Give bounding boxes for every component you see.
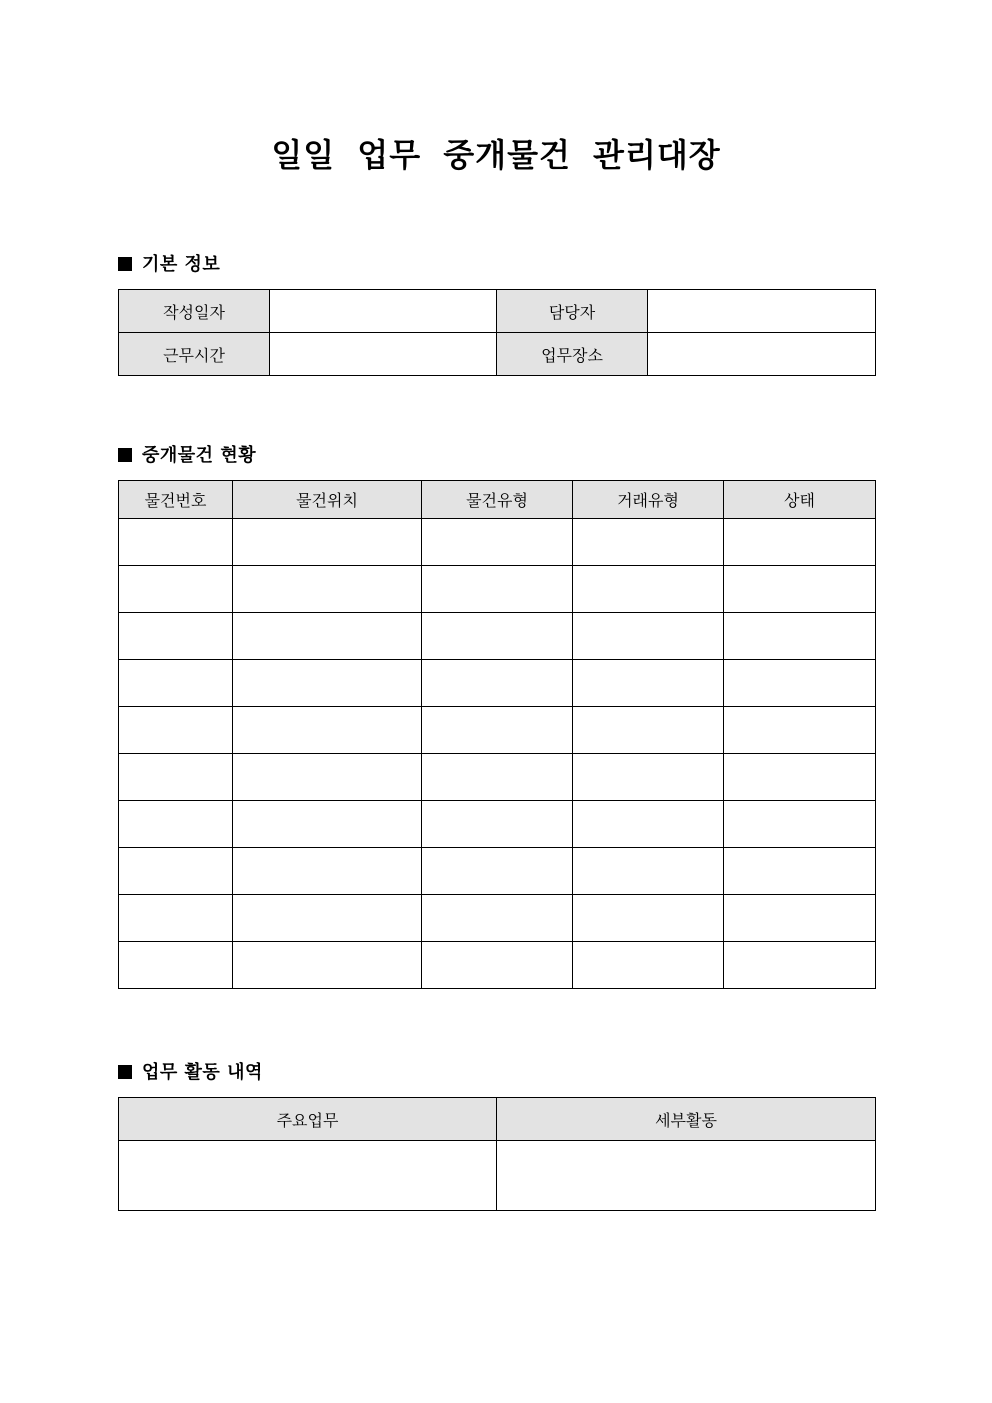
section-heading-label: 중개물건 현황 — [142, 445, 257, 466]
column-header-listing-type: 물건유형 — [422, 481, 573, 519]
table-row — [119, 660, 876, 707]
column-header-listing-location: 물건위치 — [233, 481, 422, 519]
activity-table — [118, 1097, 876, 1211]
listing-number-cell[interactable] — [119, 660, 233, 707]
page-title: 일일 업무 중개물건 관리대장 — [271, 136, 721, 174]
listing-location-cell[interactable] — [233, 519, 422, 566]
listing-location-cell[interactable] — [233, 801, 422, 848]
listing-number-cell[interactable] — [119, 519, 233, 566]
deal-type-cell[interactable] — [573, 895, 724, 942]
written-date-label: 작성일자 — [119, 290, 270, 333]
listing-type-cell[interactable] — [422, 519, 573, 566]
listing-location-cell[interactable] — [233, 848, 422, 895]
listing-type-cell[interactable] — [422, 895, 573, 942]
table-row — [119, 707, 876, 754]
listing-number-cell[interactable] — [119, 848, 233, 895]
work-place-field[interactable] — [648, 333, 876, 376]
listing-table — [118, 480, 876, 989]
basic-info-table — [118, 289, 876, 376]
section-heading-activities — [118, 1061, 263, 1085]
listing-number-cell[interactable] — [119, 613, 233, 660]
listing-location-cell[interactable] — [233, 754, 422, 801]
work-hours-label: 근무시간 — [119, 333, 270, 376]
deal-type-cell[interactable] — [573, 566, 724, 613]
table-row — [119, 519, 876, 566]
column-header-status: 상태 — [724, 481, 876, 519]
status-cell[interactable] — [724, 942, 876, 989]
status-cell[interactable] — [724, 848, 876, 895]
listing-location-cell[interactable] — [233, 566, 422, 613]
status-cell[interactable] — [724, 754, 876, 801]
deal-type-cell[interactable] — [573, 660, 724, 707]
table-row — [119, 801, 876, 848]
deal-type-cell[interactable] — [573, 848, 724, 895]
table-row — [119, 333, 876, 376]
table-row — [119, 1141, 876, 1211]
written-date-field[interactable] — [270, 290, 497, 333]
deal-type-cell[interactable] — [573, 801, 724, 848]
status-cell[interactable] — [724, 566, 876, 613]
listing-location-cell[interactable] — [233, 660, 422, 707]
listing-type-cell[interactable] — [422, 754, 573, 801]
status-cell[interactable] — [724, 660, 876, 707]
listing-location-cell[interactable] — [233, 707, 422, 754]
listing-type-cell[interactable] — [422, 566, 573, 613]
listing-number-cell[interactable] — [119, 895, 233, 942]
table-header-row — [119, 481, 876, 519]
table-row — [119, 613, 876, 660]
section-heading-basic-info — [118, 253, 220, 277]
section-heading-label: 기본 정보 — [142, 254, 221, 275]
deal-type-cell[interactable] — [573, 613, 724, 660]
listing-location-cell[interactable] — [233, 942, 422, 989]
column-header-listing-number: 물건번호 — [119, 481, 233, 519]
section-heading-listings — [118, 444, 256, 468]
main-tasks-cell[interactable] — [119, 1141, 497, 1211]
listing-number-cell[interactable] — [119, 942, 233, 989]
deal-type-cell[interactable] — [573, 942, 724, 989]
listing-number-cell[interactable] — [119, 801, 233, 848]
detailed-activities-cell[interactable] — [497, 1141, 876, 1211]
listing-type-cell[interactable] — [422, 942, 573, 989]
status-cell[interactable] — [724, 895, 876, 942]
section-heading-label: 업무 활동 내역 — [142, 1062, 263, 1083]
table-row — [119, 754, 876, 801]
listing-number-cell[interactable] — [119, 754, 233, 801]
deal-type-cell[interactable] — [573, 754, 724, 801]
deal-type-cell[interactable] — [573, 519, 724, 566]
square-bullet-icon — [118, 257, 132, 271]
status-cell[interactable] — [724, 801, 876, 848]
square-bullet-icon — [118, 1065, 132, 1079]
listing-location-cell[interactable] — [233, 613, 422, 660]
table-row — [119, 290, 876, 333]
listing-type-cell[interactable] — [422, 660, 573, 707]
table-row — [119, 848, 876, 895]
deal-type-cell[interactable] — [573, 707, 724, 754]
status-cell[interactable] — [724, 519, 876, 566]
column-header-detailed-activities: 세부활동 — [497, 1098, 876, 1141]
listing-location-cell[interactable] — [233, 895, 422, 942]
table-row — [119, 566, 876, 613]
status-cell[interactable] — [724, 613, 876, 660]
manager-field[interactable] — [648, 290, 876, 333]
table-row — [119, 942, 876, 989]
table-row — [119, 895, 876, 942]
listing-number-cell[interactable] — [119, 707, 233, 754]
status-cell[interactable] — [724, 707, 876, 754]
table-header-row — [119, 1098, 876, 1141]
work-hours-field[interactable] — [270, 333, 497, 376]
listing-type-cell[interactable] — [422, 848, 573, 895]
square-bullet-icon — [118, 448, 132, 462]
manager-label: 담당자 — [497, 290, 648, 333]
column-header-deal-type: 거래유형 — [573, 481, 724, 519]
work-place-label: 업무장소 — [497, 333, 648, 376]
listing-number-cell[interactable] — [119, 566, 233, 613]
listing-type-cell[interactable] — [422, 801, 573, 848]
listing-type-cell[interactable] — [422, 613, 573, 660]
listing-type-cell[interactable] — [422, 707, 573, 754]
column-header-main-tasks: 주요업무 — [119, 1098, 497, 1141]
